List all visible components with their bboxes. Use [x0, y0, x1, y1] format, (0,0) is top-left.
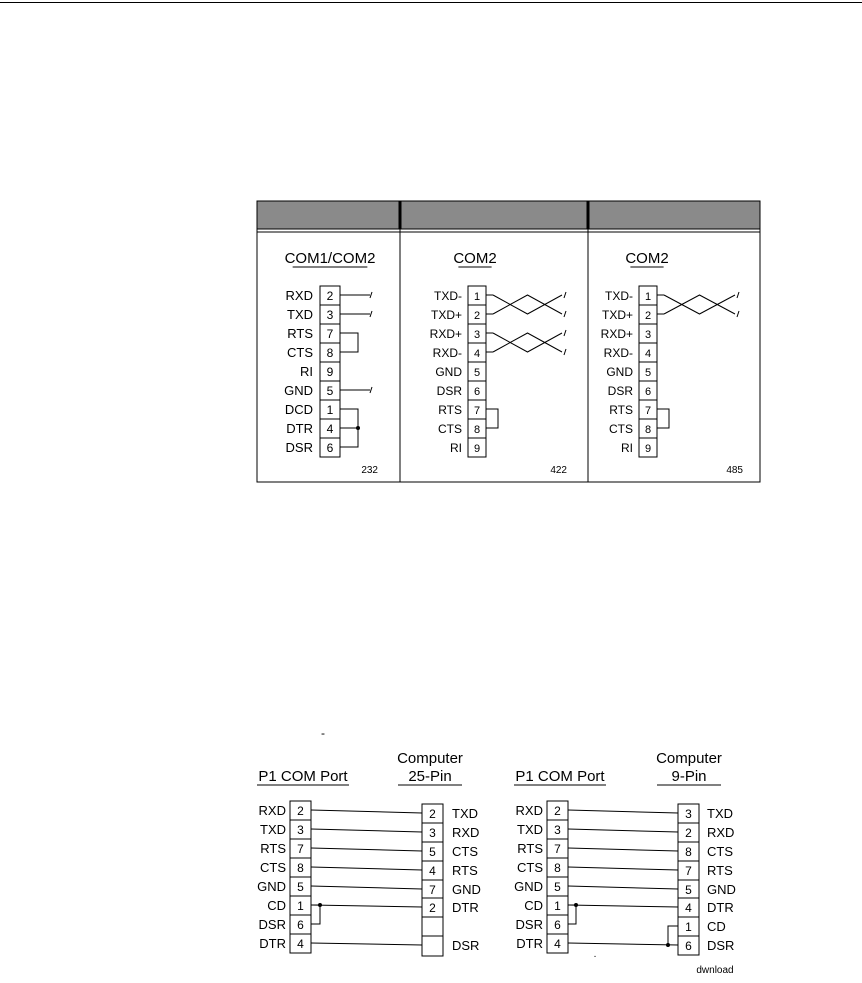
- computer-subtitle: 9-Pin: [671, 768, 707, 785]
- p1-pin-label: RTS: [517, 841, 543, 856]
- pin-label: DTR: [286, 421, 313, 436]
- p1-pin-label: DTR: [259, 936, 286, 951]
- pc-pin-number: 6: [685, 939, 692, 953]
- pin-label: CTS: [287, 345, 313, 360]
- pin-label: TXD-: [605, 289, 633, 303]
- pc-pin-number: 4: [429, 864, 436, 878]
- pin-number: 3: [326, 308, 334, 322]
- computer-subtitle: 25-Pin: [408, 768, 452, 785]
- pin-label: RI: [450, 441, 462, 455]
- p1-pin-number: 7: [297, 842, 304, 856]
- p1-pin-label: DSR: [258, 917, 286, 932]
- cd-dsr-bridge: [568, 905, 576, 924]
- cable-diagrams: [257, 726, 736, 976]
- pin-number: 6: [326, 441, 334, 455]
- pin-label: GND: [435, 365, 462, 379]
- wire-end-tick: [564, 349, 566, 355]
- cable-wire: [568, 905, 678, 907]
- cable-wire: [568, 867, 678, 870]
- pin-label: DCD: [284, 402, 313, 417]
- p1-port-title: P1 COM Port: [515, 768, 605, 785]
- p1-pin-label: RTS: [260, 841, 286, 856]
- cd-dsr-bridge: [311, 905, 320, 924]
- pc-pin-label: GND: [452, 882, 481, 897]
- panel-code: 422: [550, 465, 567, 476]
- p1-port-title: P1 COM Port: [258, 768, 348, 785]
- pin-label: TXD: [287, 307, 313, 322]
- pin-label: RTS: [438, 403, 462, 417]
- cable-wire: [311, 810, 422, 813]
- loopback-rts-cts: [340, 333, 358, 352]
- pc-pin-number: 3: [685, 807, 692, 821]
- wire-end-tick: [564, 292, 566, 298]
- panel-code: 485: [726, 465, 743, 476]
- pin-label: RI: [300, 364, 313, 379]
- pin-label: RXD+: [429, 327, 462, 341]
- computer-title: Computer: [397, 750, 463, 767]
- p1-pin-number: 3: [297, 823, 304, 837]
- p1-pin-number: 5: [554, 880, 561, 894]
- pin-number: 1: [644, 291, 652, 303]
- cable-wire: [568, 886, 678, 889]
- loopback-rts-cts: [657, 409, 669, 428]
- pin-label: GND: [284, 383, 313, 398]
- pin-number: 3: [644, 329, 652, 341]
- footer-mark: dwnload: [696, 965, 734, 976]
- cable-left: [257, 750, 481, 956]
- p1-pin-number: 2: [554, 804, 561, 818]
- dash-mark: -: [321, 726, 325, 740]
- twisted-wire: [664, 295, 735, 314]
- pc-cd-dsr-bridge: [668, 926, 678, 945]
- pc-pin-number: 8: [685, 845, 692, 859]
- pin-number: 9: [473, 443, 481, 455]
- computer-title: Computer: [656, 750, 722, 767]
- pc-pin-number: 2: [685, 826, 692, 840]
- pc-pin-number: 5: [685, 883, 692, 897]
- pin-number: 6: [473, 386, 481, 398]
- panel-title: COM2: [625, 250, 669, 267]
- wire-end-tick: [737, 311, 739, 317]
- wire-end-tick: [370, 311, 372, 317]
- cable-wire: [311, 905, 422, 907]
- pc-pin-number: 5: [429, 845, 436, 859]
- cable-wire: [568, 829, 678, 832]
- twisted-wire: [493, 333, 562, 352]
- p1-pin-label: DTR: [516, 936, 543, 951]
- connector-panel: [601, 250, 744, 476]
- pin-number: 7: [473, 405, 481, 417]
- wire-end-tick: [370, 387, 372, 393]
- pin-number: 8: [473, 424, 481, 436]
- pin-label: CTS: [438, 422, 462, 436]
- pc-pin-label: CD: [707, 919, 726, 934]
- pc-pin-number: 7: [685, 864, 692, 878]
- cable-wire: [311, 943, 422, 945]
- cable-wire: [568, 810, 678, 813]
- connector-panel: [284, 250, 378, 476]
- pin-number: 5: [644, 367, 652, 379]
- pin-number: 8: [326, 346, 334, 360]
- pin-number: 1: [326, 403, 334, 417]
- pc-pin-label: DSR: [707, 938, 735, 953]
- wire-end-tick: [564, 330, 566, 336]
- pc-pin-label: RXD: [452, 825, 480, 840]
- p1-pin-label: GND: [514, 879, 543, 894]
- pc-pin-label: GND: [707, 882, 736, 897]
- wire-end-tick: [370, 292, 372, 298]
- pin-label: CTS: [609, 422, 633, 436]
- pin-label: RXD+: [600, 327, 633, 341]
- p1-pin-number: 7: [554, 842, 561, 856]
- pc-pin-label: TXD: [452, 806, 478, 821]
- loopback-rts-cts: [486, 409, 498, 428]
- pc-pin-number: 2: [429, 807, 436, 821]
- junction-dot: [318, 903, 322, 907]
- cable-wire: [311, 848, 422, 851]
- p1-pin-number: 8: [554, 861, 561, 875]
- panel-title: COM1/COM2: [284, 250, 376, 267]
- cable-right: [514, 750, 736, 955]
- junction-dot: [666, 943, 670, 947]
- cable-wire: [311, 867, 422, 870]
- pin-label: RTS: [609, 403, 633, 417]
- p1-pin-label: CD: [267, 898, 286, 913]
- pin-label: RXD: [285, 288, 313, 303]
- panel-title: COM2: [453, 250, 497, 267]
- panel-code: 232: [361, 465, 378, 476]
- table-header: [257, 201, 760, 229]
- p1-pin-number: 8: [297, 861, 304, 875]
- pc-pin-label: DTR: [707, 900, 734, 915]
- pin-number: 4: [326, 422, 334, 436]
- pc-pin-label: TXD: [707, 806, 733, 821]
- connector-panel: [430, 250, 568, 476]
- pin-number: 4: [473, 348, 481, 360]
- p1-pin-number: 3: [554, 823, 561, 837]
- pin-label: RXD-: [603, 346, 633, 360]
- wire-end-tick: [737, 292, 739, 298]
- pin-label: DSR: [436, 384, 462, 398]
- p1-pin-number: 4: [554, 937, 561, 951]
- pin-label: TXD+: [601, 308, 633, 322]
- pc-pin-number: 3: [429, 826, 436, 840]
- p1-pin-number: 6: [554, 918, 561, 932]
- cable-wire: [568, 943, 678, 945]
- pin-label: DSR: [607, 384, 633, 398]
- pin-number: 3: [473, 329, 481, 341]
- p1-pin-label: TXD: [517, 822, 543, 837]
- pin-number: 9: [644, 443, 652, 455]
- cable-wire: [311, 886, 422, 889]
- p1-pin-number: 1: [554, 899, 561, 913]
- p1-pin-label: CTS: [260, 860, 286, 875]
- pin-label: RXD-: [432, 346, 462, 360]
- junction-dot: [356, 426, 360, 430]
- pin-label: DSR: [285, 440, 313, 455]
- pc-pin-label: RTS: [707, 863, 733, 878]
- p1-pin-number: 5: [297, 880, 304, 894]
- wire-end-tick: [564, 311, 566, 317]
- pc-pin-number: 1: [685, 920, 692, 934]
- twisted-wire: [493, 333, 562, 352]
- pin-number: 7: [326, 327, 334, 341]
- p1-pin-number: 1: [297, 899, 304, 913]
- pin-number: 2: [473, 310, 481, 322]
- p1-pin-label: GND: [257, 879, 286, 894]
- pin-label: RI: [621, 441, 633, 455]
- twisted-wire: [664, 295, 735, 314]
- p1-pin-number: 2: [297, 804, 304, 818]
- p1-pin-number: 4: [297, 937, 304, 951]
- p1-pin-label: RXD: [258, 803, 286, 818]
- pc-pin-number: 2: [429, 901, 436, 915]
- cable-wire: [311, 829, 422, 832]
- twisted-wire: [493, 295, 562, 314]
- pin-number: 9: [326, 365, 334, 379]
- pin-number: 8: [644, 424, 652, 436]
- p1-pin-label: TXD: [260, 822, 286, 837]
- p1-pin-label: CTS: [517, 860, 543, 875]
- pin-number: 5: [473, 367, 481, 379]
- p1-pin-number: 6: [297, 918, 304, 932]
- pin-number: 5: [326, 384, 334, 398]
- pc-pin-number: 4: [685, 901, 692, 915]
- dot-mark: .: [593, 949, 597, 960]
- pin-label: RTS: [287, 326, 313, 341]
- pc-pin-label: CTS: [452, 844, 478, 859]
- pc-pin-label: RXD: [707, 825, 735, 840]
- p1-pin-label: DSR: [515, 917, 543, 932]
- pin-number: 6: [644, 386, 652, 398]
- p1-pin-label: CD: [524, 898, 543, 913]
- pc-pin-label: RTS: [452, 863, 478, 878]
- pin-label: GND: [606, 365, 633, 379]
- junction-dot: [574, 903, 578, 907]
- connector-table: [257, 201, 760, 482]
- twisted-wire: [493, 295, 562, 314]
- pc-pin-label: CTS: [707, 844, 733, 859]
- p1-pin-label: RXD: [515, 803, 543, 818]
- pin-number: 1: [473, 291, 481, 303]
- pc-pin-number: 7: [429, 883, 436, 897]
- pc-pin-label: DSR: [452, 938, 480, 953]
- cable-wire: [568, 848, 678, 851]
- pin-number: 2: [326, 289, 334, 303]
- pin-label: TXD-: [434, 289, 462, 303]
- pin-label: TXD+: [430, 308, 462, 322]
- pin-number: 7: [644, 405, 652, 417]
- pin-number: 2: [644, 310, 652, 322]
- pin-number: 4: [644, 348, 652, 360]
- pc-pin-label: DTR: [452, 900, 479, 915]
